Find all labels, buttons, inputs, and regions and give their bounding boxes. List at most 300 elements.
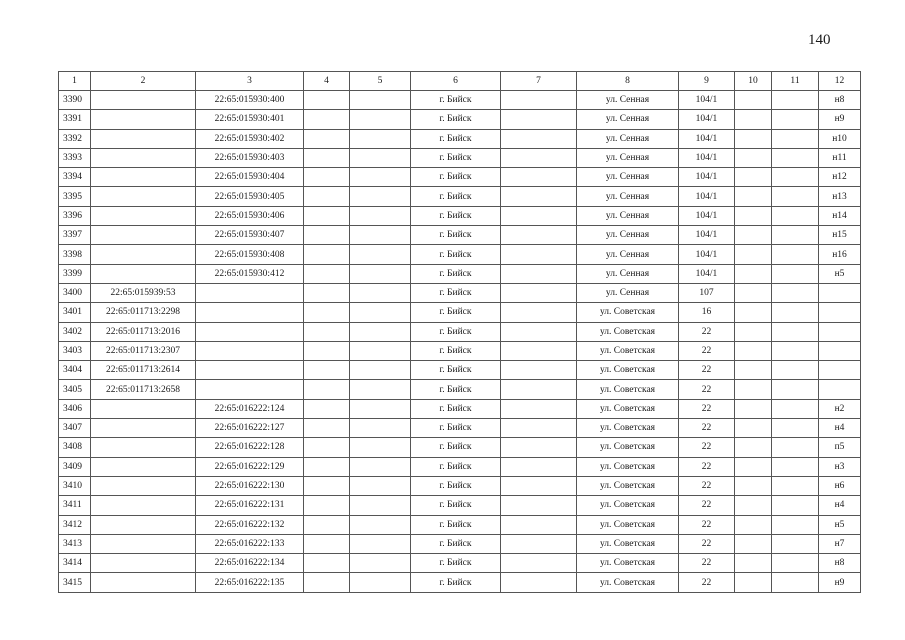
table-cell-col-5 [350,438,411,457]
table-cell-col-8: ул. Советская [577,341,679,360]
table-cell-col-6: г. Бийск [411,110,501,129]
table-cell-col-7 [501,515,577,534]
table-cell-col-8: ул. Советская [577,399,679,418]
table-cell-col-5 [350,554,411,573]
table-cell-col-3 [196,361,304,380]
table-cell-col-2 [91,110,196,129]
table-row [59,148,861,167]
table-cell-col-9: 22 [679,554,735,573]
table-cell-col-1: 3391 [59,110,91,129]
table-cell-col-5 [350,245,411,264]
table-cell-col-6: г. Бийск [411,399,501,418]
table-cell-col-6: г. Бийск [411,168,501,187]
table-cell-col-8: ул. Советская [577,380,679,399]
table-cell-col-11 [772,399,819,418]
table-cell-col-4 [304,515,350,534]
table-cell-col-10 [735,168,772,187]
table-cell-col-3: 22:65:016222:132 [196,515,304,534]
table-cell-col-6: г. Бийск [411,476,501,495]
table-cell-col-9: 16 [679,303,735,322]
table-cell-col-1: 3408 [59,438,91,457]
table-cell-col-10 [735,476,772,495]
table-cell-col-7 [501,380,577,399]
table-cell-col-5 [350,226,411,245]
table-cell-col-8: ул. Советская [577,515,679,534]
table-cell-col-10 [735,91,772,110]
column-header-8: 8 [577,72,679,91]
table-cell-col-4 [304,148,350,167]
table-cell-col-10 [735,361,772,380]
table-cell-col-12 [819,283,861,302]
table-cell-col-9: 22 [679,341,735,360]
table-cell-col-11 [772,322,819,341]
table-cell-col-2: 22:65:011713:2298 [91,303,196,322]
table-cell-col-10 [735,399,772,418]
table-cell-col-1: 3398 [59,245,91,264]
table-cell-col-10 [735,283,772,302]
table-cell-col-3: 22:65:016222:131 [196,496,304,515]
column-header-3: 3 [196,72,304,91]
table-cell-col-1: 3403 [59,341,91,360]
table-cell-col-5 [350,361,411,380]
table-cell-col-1: 3404 [59,361,91,380]
table-cell-col-1: 3414 [59,554,91,573]
table-cell-col-9: 22 [679,457,735,476]
table-cell-col-2: 22:65:011713:2658 [91,380,196,399]
table-cell-col-11 [772,187,819,206]
table-cell-col-4 [304,168,350,187]
table-cell-col-10 [735,206,772,225]
table-cell-col-9: 107 [679,283,735,302]
table-cell-col-9: 22 [679,438,735,457]
table-cell-col-2 [91,419,196,438]
table-cell-col-6: г. Бийск [411,457,501,476]
table-cell-col-3: 22:65:015930:401 [196,110,304,129]
table-cell-col-2 [91,515,196,534]
table-cell-col-7 [501,283,577,302]
table-cell-col-6: г. Бийск [411,245,501,264]
table-cell-col-11 [772,245,819,264]
table-cell-col-12 [819,341,861,360]
column-header-10: 10 [735,72,772,91]
table-cell-col-10 [735,438,772,457]
table-cell-col-9: 104/1 [679,187,735,206]
table-cell-col-1: 3400 [59,283,91,302]
table-cell-col-8: ул. Сенная [577,187,679,206]
table-cell-col-12: н8 [819,554,861,573]
table-cell-col-12: н11 [819,148,861,167]
table-cell-col-4 [304,91,350,110]
table-cell-col-10 [735,380,772,399]
column-header-11: 11 [772,72,819,91]
table-cell-col-2 [91,91,196,110]
table-cell-col-3: 22:65:016222:127 [196,419,304,438]
table-cell-col-12 [819,303,861,322]
table-row [59,476,861,495]
table-cell-col-4 [304,476,350,495]
table-cell-col-8: ул. Сенная [577,129,679,148]
table-cell-col-11 [772,303,819,322]
table-cell-col-6: г. Бийск [411,573,501,592]
table-cell-col-4 [304,322,350,341]
table-cell-col-12 [819,322,861,341]
table-cell-col-9: 104/1 [679,206,735,225]
table-row [59,457,861,476]
table-cell-col-6: г. Бийск [411,419,501,438]
table-cell-col-7 [501,129,577,148]
table-cell-col-7 [501,361,577,380]
column-header-12: 12 [819,72,861,91]
table-row [59,187,861,206]
table-cell-col-7 [501,496,577,515]
table-cell-col-5 [350,515,411,534]
table-cell-col-1: 3395 [59,187,91,206]
table-cell-col-10 [735,245,772,264]
table-cell-col-3 [196,283,304,302]
table-cell-col-3: 22:65:015930:404 [196,168,304,187]
table-cell-col-2 [91,476,196,495]
table-cell-col-4 [304,554,350,573]
table-row [59,341,861,360]
table-cell-col-8: ул. Советская [577,457,679,476]
table-cell-col-4 [304,341,350,360]
table-cell-col-8: ул. Советская [577,573,679,592]
table-cell-col-6: г. Бийск [411,264,501,283]
table-body [59,91,861,593]
table-cell-col-4 [304,380,350,399]
table-cell-col-7 [501,399,577,418]
table-cell-col-10 [735,496,772,515]
table-cell-col-12: н16 [819,245,861,264]
table-cell-col-7 [501,554,577,573]
table-cell-col-2 [91,573,196,592]
table-cell-col-2: 22:65:011713:2307 [91,341,196,360]
table-cell-col-3: 22:65:015930:400 [196,91,304,110]
table-cell-col-6: г. Бийск [411,534,501,553]
table-cell-col-4 [304,419,350,438]
table-cell-col-8: ул. Сенная [577,110,679,129]
table-cell-col-7 [501,573,577,592]
table-cell-col-5 [350,148,411,167]
table-cell-col-1: 3394 [59,168,91,187]
table-row [59,283,861,302]
table-cell-col-5 [350,206,411,225]
table-cell-col-7 [501,341,577,360]
table-cell-col-5 [350,380,411,399]
table-cell-col-2 [91,554,196,573]
table-cell-col-9: 22 [679,573,735,592]
table-cell-col-6: г. Бийск [411,341,501,360]
table-cell-col-7 [501,438,577,457]
table-cell-col-1: 3410 [59,476,91,495]
table-cell-col-1: 3390 [59,91,91,110]
table-cell-col-9: 22 [679,322,735,341]
table-cell-col-3: 22:65:015930:408 [196,245,304,264]
table-header-row [59,72,861,91]
table-cell-col-6: г. Бийск [411,226,501,245]
table-cell-col-10 [735,226,772,245]
table-cell-col-6: г. Бийск [411,206,501,225]
table-cell-col-6: г. Бийск [411,187,501,206]
table-cell-col-7 [501,110,577,129]
table-cell-col-6: г. Бийск [411,322,501,341]
table-cell-col-12 [819,361,861,380]
table-cell-col-2 [91,129,196,148]
table-cell-col-11 [772,496,819,515]
table-cell-col-2 [91,457,196,476]
table-cell-col-3 [196,380,304,399]
table-cell-col-11 [772,226,819,245]
table-cell-col-2 [91,226,196,245]
table-cell-col-7 [501,419,577,438]
table-cell-col-9: 22 [679,399,735,418]
page-number: 140 [808,32,831,48]
table-cell-col-4 [304,534,350,553]
table-cell-col-2 [91,496,196,515]
table-cell-col-5 [350,399,411,418]
table-cell-col-5 [350,129,411,148]
table-cell-col-3 [196,341,304,360]
table-cell-col-6: г. Бийск [411,91,501,110]
table-cell-col-1: 3402 [59,322,91,341]
table-cell-col-6: г. Бийск [411,496,501,515]
table-cell-col-7 [501,534,577,553]
table-cell-col-5 [350,91,411,110]
table-cell-col-3: 22:65:015930:406 [196,206,304,225]
table-cell-col-6: г. Бийск [411,554,501,573]
table-cell-col-1: 3401 [59,303,91,322]
table-cell-col-12: н5 [819,515,861,534]
table-row [59,110,861,129]
table-cell-col-9: 104/1 [679,264,735,283]
table-cell-col-12: н15 [819,226,861,245]
table-cell-col-9: 104/1 [679,245,735,264]
table-cell-col-10 [735,129,772,148]
table-cell-col-4 [304,245,350,264]
table-cell-col-12: н8 [819,91,861,110]
table-cell-col-7 [501,303,577,322]
table-cell-col-9: 104/1 [679,226,735,245]
table-cell-col-8: ул. Советская [577,438,679,457]
table-cell-col-10 [735,419,772,438]
table-row [59,206,861,225]
table-cell-col-8: ул. Советская [577,419,679,438]
table-cell-col-8: ул. Сенная [577,245,679,264]
table-cell-col-10 [735,187,772,206]
table-cell-col-8: ул. Сенная [577,148,679,167]
table-cell-col-9: 104/1 [679,91,735,110]
registry-table [58,71,861,593]
table-cell-col-4 [304,129,350,148]
column-header-1: 1 [59,72,91,91]
table-cell-col-4 [304,438,350,457]
table-cell-col-5 [350,534,411,553]
column-header-6: 6 [411,72,501,91]
table-cell-col-6: г. Бийск [411,380,501,399]
table-cell-col-2 [91,264,196,283]
column-header-4: 4 [304,72,350,91]
table-row [59,515,861,534]
table-cell-col-11 [772,110,819,129]
table-cell-col-9: 22 [679,515,735,534]
table-cell-col-3: 22:65:015930:407 [196,226,304,245]
table-cell-col-6: г. Бийск [411,283,501,302]
table-cell-col-2: 22:65:011713:2016 [91,322,196,341]
table-cell-col-10 [735,573,772,592]
table-cell-col-3: 22:65:015930:402 [196,129,304,148]
table-cell-col-11 [772,206,819,225]
table-cell-col-10 [735,322,772,341]
table-cell-col-11 [772,380,819,399]
table-cell-col-10 [735,515,772,534]
table-cell-col-10 [735,457,772,476]
table-cell-col-12: н14 [819,206,861,225]
table-cell-col-4 [304,303,350,322]
table-cell-col-1: 3392 [59,129,91,148]
table-cell-col-2 [91,187,196,206]
table-cell-col-12: н6 [819,476,861,495]
table-cell-col-8: ул. Сенная [577,283,679,302]
table-cell-col-1: 3415 [59,573,91,592]
table-cell-col-8: ул. Советская [577,496,679,515]
table-cell-col-11 [772,361,819,380]
table-cell-col-11 [772,129,819,148]
table-cell-col-12: н12 [819,168,861,187]
table-cell-col-10 [735,554,772,573]
table-cell-col-12: н9 [819,573,861,592]
table-row [59,438,861,457]
table-cell-col-5 [350,322,411,341]
table-cell-col-2 [91,399,196,418]
table-row [59,264,861,283]
table-cell-col-7 [501,476,577,495]
table-cell-col-11 [772,476,819,495]
table-cell-col-1: 3399 [59,264,91,283]
table-cell-col-8: ул. Сенная [577,226,679,245]
table-cell-col-12: н9 [819,110,861,129]
table-cell-col-3: 22:65:016222:130 [196,476,304,495]
table-row [59,168,861,187]
table-cell-col-2 [91,245,196,264]
table-cell-col-3: 22:65:016222:134 [196,554,304,573]
table-cell-col-6: г. Бийск [411,515,501,534]
table-cell-col-12: н3 [819,457,861,476]
table-cell-col-3: 22:65:016222:124 [196,399,304,418]
table-cell-col-11 [772,168,819,187]
table-cell-col-5 [350,168,411,187]
table-row [59,226,861,245]
table-cell-col-10 [735,534,772,553]
table-cell-col-4 [304,110,350,129]
column-header-5: 5 [350,72,411,91]
table-cell-col-8: ул. Советская [577,303,679,322]
table-cell-col-11 [772,515,819,534]
table-cell-col-9: 104/1 [679,168,735,187]
table-cell-col-10 [735,341,772,360]
table-cell-col-4 [304,283,350,302]
table-row [59,496,861,515]
table-cell-col-11 [772,148,819,167]
table-cell-col-4 [304,226,350,245]
table-cell-col-2 [91,438,196,457]
table-cell-col-8: ул. Сенная [577,264,679,283]
table-cell-col-2: 22:65:011713:2614 [91,361,196,380]
table-cell-col-2 [91,206,196,225]
table-cell-col-12: н5 [819,264,861,283]
table-cell-col-9: 104/1 [679,110,735,129]
table-cell-col-11 [772,283,819,302]
table-cell-col-9: 104/1 [679,129,735,148]
table-cell-col-4 [304,457,350,476]
table-cell-col-1: 3412 [59,515,91,534]
table-cell-col-12: н13 [819,187,861,206]
table-cell-col-9: 22 [679,419,735,438]
table-cell-col-5 [350,573,411,592]
table-cell-col-4 [304,264,350,283]
table-cell-col-3 [196,322,304,341]
table-row [59,91,861,110]
table-cell-col-5 [350,496,411,515]
table-row [59,534,861,553]
table-cell-col-9: 104/1 [679,148,735,167]
table-row [59,129,861,148]
table-cell-col-3: 22:65:015930:412 [196,264,304,283]
table-cell-col-3 [196,303,304,322]
table-cell-col-12: н4 [819,419,861,438]
table-cell-col-12: н4 [819,496,861,515]
table-cell-col-5 [350,264,411,283]
table-cell-col-3: 22:65:015930:403 [196,148,304,167]
table-cell-col-6: г. Бийск [411,148,501,167]
table-cell-col-7 [501,322,577,341]
table-cell-col-5 [350,303,411,322]
table-cell-col-11 [772,91,819,110]
table-cell-col-9: 22 [679,380,735,399]
table-cell-col-9: 22 [679,534,735,553]
table-cell-col-1: 3413 [59,534,91,553]
table-cell-col-3: 22:65:016222:128 [196,438,304,457]
table-cell-col-8: ул. Сенная [577,206,679,225]
table-cell-col-11 [772,534,819,553]
table-cell-col-1: 3393 [59,148,91,167]
table-cell-col-8: ул. Советская [577,322,679,341]
table-cell-col-7 [501,226,577,245]
table-cell-col-2 [91,534,196,553]
table-cell-col-4 [304,206,350,225]
table-cell-col-1: 3405 [59,380,91,399]
table-cell-col-7 [501,206,577,225]
table-row [59,399,861,418]
table-cell-col-6: г. Бийск [411,303,501,322]
table-cell-col-1: 3397 [59,226,91,245]
table-cell-col-12 [819,380,861,399]
table-cell-col-4 [304,399,350,418]
table-cell-col-6: г. Бийск [411,438,501,457]
table-cell-col-8: ул. Советская [577,476,679,495]
table-cell-col-1: 3409 [59,457,91,476]
table-cell-col-10 [735,264,772,283]
table-cell-col-5 [350,476,411,495]
table-cell-col-7 [501,168,577,187]
table-cell-col-5 [350,110,411,129]
table-cell-col-4 [304,496,350,515]
table-cell-col-8: ул. Сенная [577,168,679,187]
table-cell-col-6: г. Бийск [411,361,501,380]
table-cell-col-3: 22:65:016222:133 [196,534,304,553]
table-cell-col-5 [350,341,411,360]
table-cell-col-8: ул. Советская [577,554,679,573]
column-header-2: 2 [91,72,196,91]
